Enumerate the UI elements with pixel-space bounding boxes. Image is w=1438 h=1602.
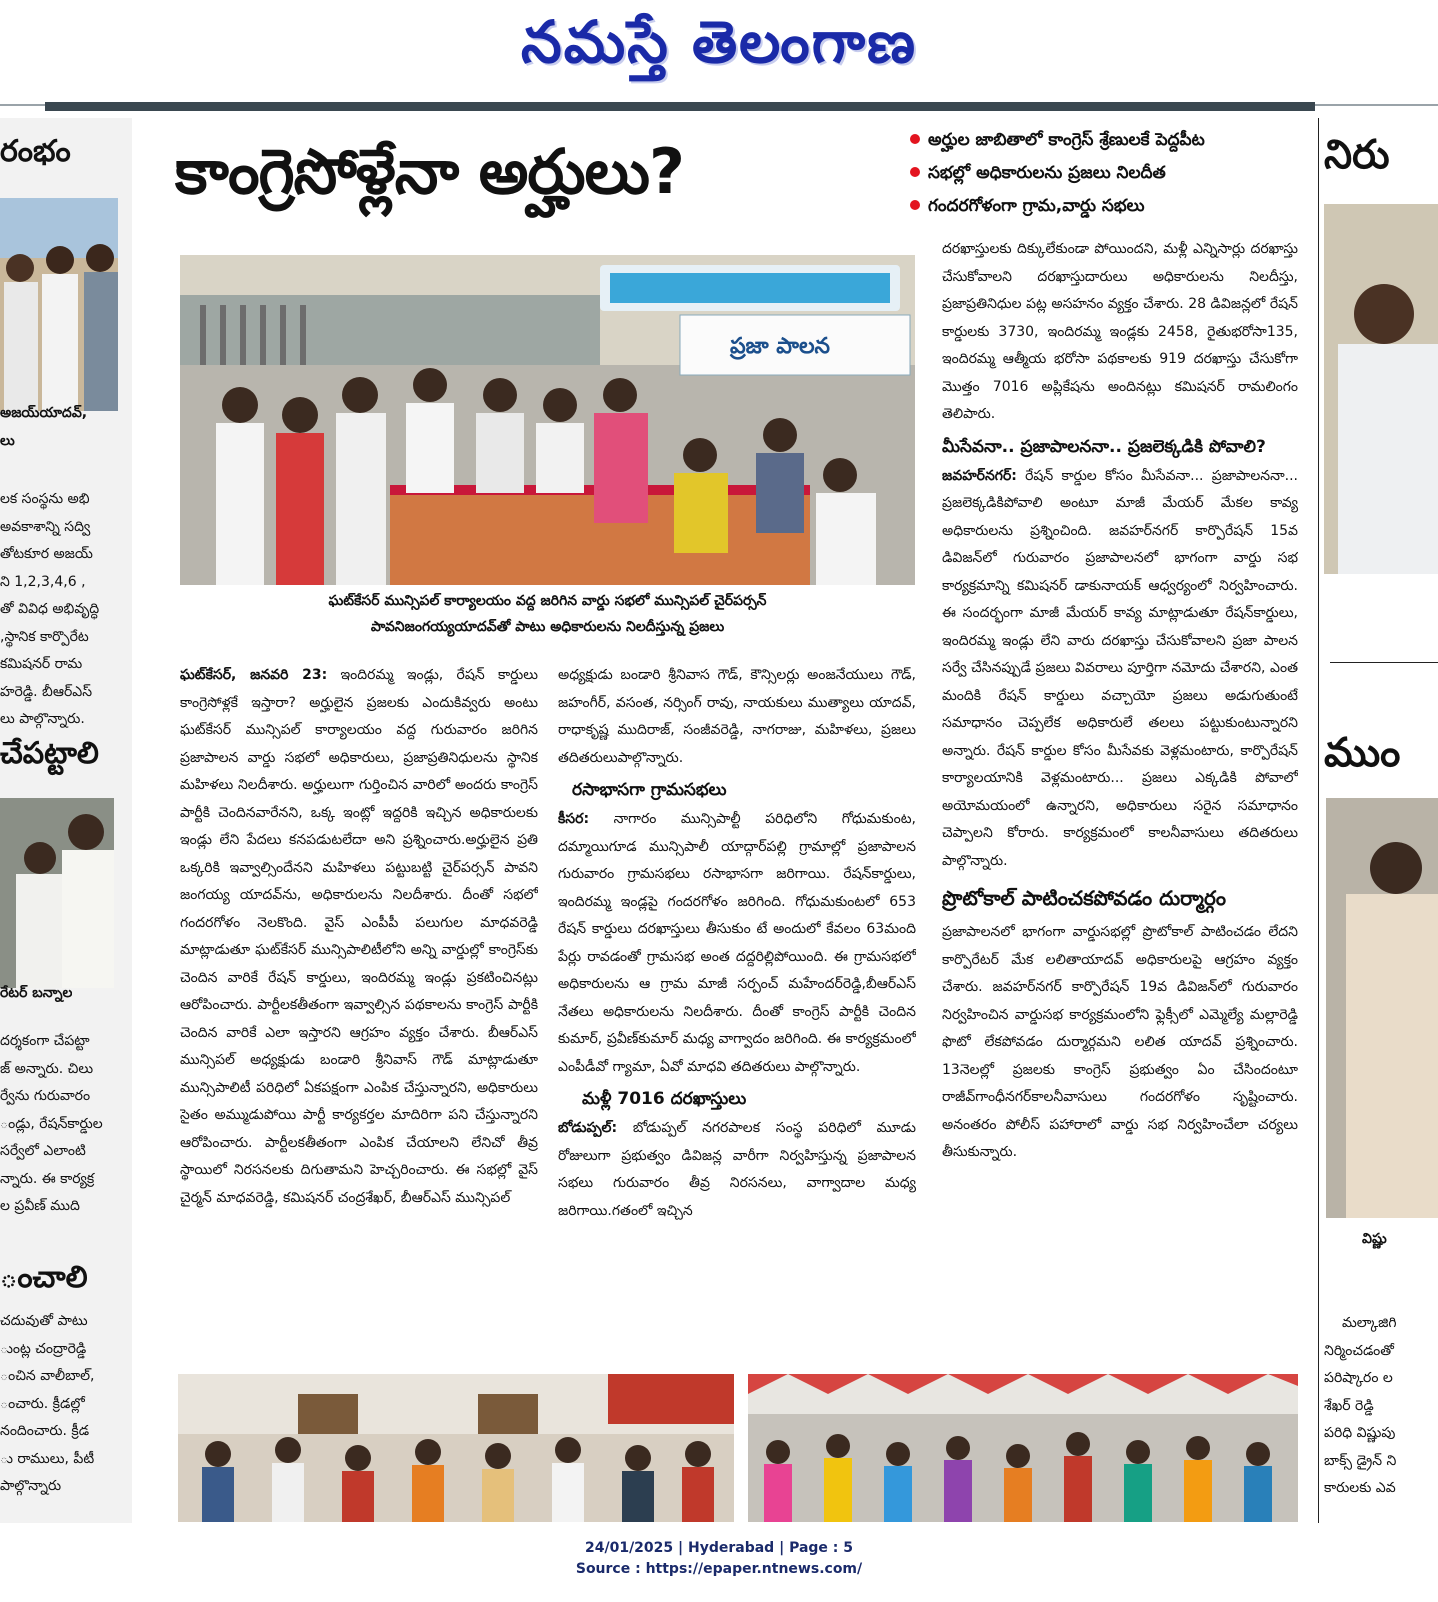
left-photo-1-caption-2: లు xyxy=(0,433,15,449)
subhead-jawaharnagar: మీసేవనా.. ప్రజాపాలననా.. ప్రజలెక్కడికి పోవాలి? xyxy=(942,436,1266,457)
left-line: సర్వేలో ఎలాంటి xyxy=(0,1143,86,1159)
story-intro-3: దరఖాస్తులకు దిక్కులేకుండా పోయిందని, మళ్లీ ఎన్నిసార్లు దరఖాస్తు చేసుకోవాలని దరఖాస్తుదారులు అధికారులను నిలదీస్తు, ప్రజాప్రతినిధుల పట్ల అసహనం వ్యక్తం చేశారు. 28 డివిజన్లలో రేషన్ కార్డులకు 3730, ఇందిరమ్మ ఇండ్లకు 2458, రైతుభరోసా135, ఇందిరమ్మ ఆత్మీయ భరోసా పథకాలకు 919 దరఖాస్తు చేసుకోగా మొత్తం 7016 అప్లికేషను అందినట్లు కమిషనర్ రామలింగం తెలిపారు. xyxy=(942,241,1298,422)
story-column-2 xyxy=(558,662,916,1340)
left-line: ల ప్రవీణ్ ముది xyxy=(0,1198,80,1214)
right-line: కారులకు ఎవ xyxy=(1324,1480,1396,1496)
left-line: ంచిన వాలీబాల్, xyxy=(0,1368,95,1384)
left-line: దర్శకంగా చేపట్టా xyxy=(0,1033,90,1049)
right-line: పరిష్కారం ల xyxy=(1324,1370,1393,1386)
story-column-3 xyxy=(942,236,1298,1340)
bullet-dot-icon xyxy=(910,200,920,210)
photo-banner-text: ప్రజా పాలన xyxy=(729,334,831,359)
dateline-boduppal: బోడుప్పల్: xyxy=(558,1120,618,1136)
right-story xyxy=(1324,1310,1438,1503)
right-strip xyxy=(1322,118,1438,1523)
dateline-jawaharnagar: జవహర్‌నగర్: xyxy=(942,467,1017,484)
left-line: న్నారు. ఈ కార్యక్ర xyxy=(0,1170,95,1187)
bullet-item: సభల్లో అధికారులను ప్రజలు నిలదీత xyxy=(910,157,1310,190)
caption-line-1: ఘట్‌కేసర్ మున్సిపల్ కార్యాలయం వద్ద జరిగిన వార్డు సభలో మున్సిపల్ చైర్‌పర్సన్ xyxy=(328,593,767,609)
dateline-keesara: కీసర: xyxy=(558,811,590,827)
left-photo-2-caption: రేటర్ బన్నాల xyxy=(0,985,73,1001)
right-photo-1 xyxy=(1324,204,1438,574)
headline-bullets xyxy=(910,124,1310,223)
bullet-dot-icon xyxy=(910,134,920,144)
right-photo-2-caption: విష్ణు xyxy=(1362,1231,1387,1247)
masthead xyxy=(0,0,1438,100)
right-line: బాక్స్ డ్రైన్ ని xyxy=(1324,1452,1397,1469)
right-line: మల్కాజిగి xyxy=(1342,1315,1397,1331)
story-intro-2: అధ్యక్షుడు బండారి శ్రీనివాస గౌడ్, కౌన్సిలర్లు అంజనేయులు గౌడ్, జహంగీర్, వసంత, నర్సింగ్ రావు, నాయకులు ముత్యాలు యాదవ్, రాధాకృష్ణ ముదిరాజ్, సంజీవరెడ్డి, నాగరాజు, మహిళలు, ప్రజలు తదితరులుపాల్గొన్నారు. xyxy=(558,667,916,766)
left-line: ర్వేను గురువారం xyxy=(0,1088,91,1104)
main-photo xyxy=(180,255,915,585)
page-footer xyxy=(0,1538,1438,1580)
masthead-rule-right xyxy=(1315,104,1438,106)
story-body-1: ఇందిరమ్మ ఇండ్లు, రేషన్ కార్డులు కాంగ్రెసోళ్లకే ఇస్తారా? అర్హులైన ప్రజలకు ఎందుకివ్వరు అంటు ఘట్‌కేసర్ మున్సిపల్ కార్యాలయం వద్ద గురువారం జరిగిన ప్రజాపాలన వార్డు సభలో అధికారులు, ప్రజాప్రతినిధులను స్థానిక మహిళలు నిలదీశారు. అర్హులుగా గుర్తించిన వారిలో అందరు కాంగ్రెస్ పార్టీకి చెందినవారేనని, ఒక్క ఇంట్లో ఇద్దరికి ఇచ్చిన అధికారులకు ఇండ్లు లేని పేదలు కనపడుటలేదా అని ప్రశ్నించారు.అర్హులైన ప్రతి ఒక్కరికి ఇవ్వాల్సిందేనని మహిళలు పట్టుబట్టి చైర్‌పర్సన్ పావని జంగయ్య యాదవ్‌ను, అధికారులను నిలదీశారు. దీంతో సభలో గందరగోళం నెలకొంది. వైస్ ఎంపీపీ పలుగుల మాధవరెడ్డి మాట్లాడుతూ ఘట్‌కేసర్ మున్సిపాలిటీలోని అన్ని వార్డుల్లో కాంగ్రెస్‌కు చెందిన వారికే రేషన్ కార్డులు, ఇందిరమ్మ ఇండ్లు ప్రకటించినట్లు ఆరోపించారు. పార్టీలకతీతంగా ఇవ్వాల్సిన పథకాలను కాంగ్రెస్ పార్టీకి చెందిన వారికే ఎలా ఇస్తారని ఆగ్రహం వ్యక్తం చేశారు. బీఆర్ఎస్ మున్సిపల్ అధ్యక్షుడు బండారి శ్రీనివాస్ గౌడ్ మాట్లాడుతూ మున్సిపాలిటీ పరిధిలో ఏకపక్షంగా ఎంపిక చేస్తున్నారని, అధికారులు సైతం అమ్ముడుపోయి పార్టీ కార్యకర్తల మాదిరిగా పని చేస్తున్నారని ఆరోపించారు. పార్టీలకతీతంగా ఎంపిక చేయాలని లేనిచో తీవ్ర స్థాయిలో నిరసనలకు దిగుతామని హెచ్చరించారు. ఈ సభల్లో వైస్ చైర్మన్ మాధవరెడ్డి, కమిషనర్ చంద్రశేఖర్, బీఆర్ఎస్ మున్సిపల్ xyxy=(180,667,538,1206)
right-divider xyxy=(1330,662,1438,663)
story-body-keesara: నాగారం మున్సిపాల్టీ పరిధిలోని గోధుమకుంట, దమ్మాయిగూడ మున్సిపాలీ యాద్గార్‌పల్లి గ్రామాల్లో ప్రజాపాలన గురువారం గ్రామసభలు రసాభాసగా జరిగాయి. రేషన్‌కార్డులు, ఇందిరమ్మ ఇండ్లపై గందరగోళం జరిగింది. గోధుమకుంటలో 653 రేషన్ కార్డులు దరఖాస్తులు తీసుకుం టే అందులో కేవలం 63మంది పేర్లు రావడంతో గ్రామసభ అంత దద్దరిల్లిపోయింది. ఈ గ్రామసభలో అధికారులను ఆ గ్రామ మాజీ సర్పంచ్ మహేందర్‌రెడ్డి,బీఆర్ఎస్ నేతలు అధికారులను నిలదీశారు. దీంతో కాంగ్రెస్ పార్టీకి చెందిన కుమార్, ప్రవీణ్‌కుమార్ మధ్య వాగ్వాదం జరిగింది. ఈ కార్యక్రమంలో ఎంపీడీవో గ్యామా, ఏవో మాధవి తదితరులు పాల్గొన్నారు. xyxy=(558,811,916,1075)
left-line: లక సంస్థను అభి xyxy=(0,491,90,507)
footer-source-link[interactable]: Source : https://epaper.ntnews.com/ xyxy=(575,1561,863,1577)
masthead-logo: నమస్తే తెలంగాణ xyxy=(521,8,917,76)
left-headline-1: రంభం xyxy=(0,134,71,169)
story-body-protocol: ప్రజాపాలనలో భాగంగా వార్డుసభల్లో ప్రొటోకాల్ పాటించడం లేదని కార్పొరేటర్ మేక లలితాయాదవ్ అధికారులపై ఆగ్రహం వ్యక్తం చేశారు. జవహర్‌నగర్ కార్పొరేషన్ 19వ డివిజన్‌లో గురువారం నిర్వహించిన వార్డుసభ కార్యక్రమంలోని ఫ్లెక్సీలో ఎమ్మెల్యే మల్లారెడ్డి ఫొటో లేకపోవడం దుర్మార్గమని లలిత యాదవ్ ప్రశ్నించారు. 13నెలల్లో ప్రజలకు కాంగ్రెస్ ప్రభుత్వం ఏం చేసిందంటూ రాజీవ్‌గాంధీనగర్‌కాలనీవాసులు గందరగోళం సృష్టించారు. అనంతరం పోలీస్ పహారాలో వార్డు సభ నిర్వహించేలా చర్యలు తీసుకున్నారు. xyxy=(942,924,1298,1160)
left-strip xyxy=(0,118,132,1523)
footer-date-page: 24/01/2025 | Hyderabad | Page : 5 xyxy=(584,1540,854,1556)
left-headline-2: చేపట్టాలి xyxy=(0,736,99,771)
left-line: ని 1,2,3,4,6 , xyxy=(0,573,86,590)
story-column-1 xyxy=(180,662,538,1340)
subhead-protocol: ప్రొటోకాల్ పాటించకపోవడం దుర్మార్గం xyxy=(942,886,1226,910)
story-body-jawaharnagar: రేషన్ కార్డుల కోసం మీసేవనా... ప్రజాపాలననా... ప్రజలెక్కడికిపోవాలి అంటూ మాజీ మేయర్ మేకల కావ్య అధికారులను ప్రశ్నించింది. జవహర్‌నగర్ కార్పొరేషన్ 15వ డివిజన్‌లో గురువారం ప్రజాపాలనలో భాగంగా వార్డు సభ కార్యక్రమాన్ని కమిషనర్ డాకునాయక్ ఆధ్వర్యంలో నిర్వహించారు. ఈ సందర్భంగా మాజీ మేయర్ కావ్య మాట్లాడుతూ రేషన్‌కార్డులు, ఇందిరమ్మ ఇండ్లు లేని వారు దరఖాస్తు చేసుకోవాలని ప్రజా పాలన సర్వే చేసినప్పుడే ప్రజలు వివరాలు పూర్తిగా నమోదు చేశారని, ఎంత మందికి రేషన్ కార్డులు వచ్చాయో ప్రజలు అడుగుతుంటే సమాధానం చెప్పలేక అధికారులే తలలు పట్టుకుంటున్నారని అన్నారు. రేషన్ కార్డుల కోసం మీసేవకు వెళ్లమంటారు, కార్పొరేషన్ కార్యాలయానికి వెళ్లమంటారు... ప్రజలు ఎక్కడికి పోవాలో అయోమయంలో ఉన్నారని, అధికారులు సరైన సమాధానం చెప్పాలని కోరారు. కార్యక్రమంలో కాలనీవాసులు తదితరులు పాల్గొన్నారు. xyxy=(942,467,1298,869)
left-story-1 xyxy=(0,486,132,734)
caption-line-2: పావనిజంగయ్యయాదవ్‌తో పాటు అధికారులను నిలదీస్తున్న ప్రజలు xyxy=(370,619,725,635)
dateline-ghatkesar: ఘట్‌కేసర్, జనవరి 23: xyxy=(180,667,328,683)
right-headline-1: నిరు xyxy=(1324,132,1390,178)
right-headline-2: ముం xyxy=(1324,730,1401,776)
left-line: అవకాశాన్ని సద్వి xyxy=(0,518,91,535)
left-line: లు పాల్గొన్నారు. xyxy=(0,711,85,727)
masthead-rule-left xyxy=(0,104,45,106)
main-headline: కాంగ్రెసోళ్లేనా అర్హులు? xyxy=(175,135,684,208)
right-line: పరిధి విష్ణుపు xyxy=(1324,1425,1396,1441)
right-line: నిర్మించడంతో xyxy=(1324,1342,1394,1359)
left-line: కమిషనర్ రామ xyxy=(0,656,83,672)
bullet-item: గందరగోళంగా గ్రామ,వార్డు సభలు xyxy=(910,190,1310,223)
subhead-boduppal: మళ్లీ 7016 దరఖాస్తులు xyxy=(582,1089,747,1109)
left-line: హరెడ్డి. బీఆర్ఎస్ xyxy=(0,683,93,700)
left-photo-2 xyxy=(0,798,114,988)
story-body-boduppal: బోడుప్పల్ నగరపాలక సంస్థ పరిధిలో మూడు రోజులుగా ప్రభుత్వం డివిజన్ల వారీగా నిర్వహిస్తున్న ప్రజాపాలన సభలు గురువారం తీవ్ర నిరసనలు, వాగ్వాదాల మధ్య జరిగాయి.గతంలో ఇచ్చిన xyxy=(558,1120,916,1219)
left-line: ండ్లు, రేషన్‌కార్డుల xyxy=(0,1115,103,1132)
right-line: శేఖర్ రెడ్డి xyxy=(1324,1397,1374,1414)
bottom-photo-right xyxy=(748,1374,1298,1522)
left-line: జ్ అన్నారు. చిలు xyxy=(0,1060,94,1077)
left-line: ంచారు. క్రీడల్లో xyxy=(0,1395,85,1412)
left-line: ుంట్ల చంద్రారెడ్డి xyxy=(0,1340,87,1357)
bullet-item: అర్హుల జాబితాలో కాంగ్రెస్ శ్రేణులకే పెద్దపీట xyxy=(910,124,1310,157)
bullet-dot-icon xyxy=(910,167,920,177)
left-headline-3: ంచాలి xyxy=(0,1260,88,1295)
left-line: చదువుతో పాటు xyxy=(0,1313,88,1329)
bottom-photo-left xyxy=(178,1374,734,1522)
left-line: తోటకూర అజయ్ xyxy=(0,546,93,562)
right-column-rule xyxy=(1318,118,1319,1523)
left-line: తో వివిధ అభివృద్ధి xyxy=(0,601,100,617)
left-photo-1-caption-1: అజయ్‌యాదవ్, xyxy=(0,405,88,421)
subhead-keesara: రసాభాసగా గ్రామసభలు xyxy=(572,780,727,800)
left-line: ు రాములు, పీటీ xyxy=(0,1450,95,1467)
left-photo-1 xyxy=(0,198,118,411)
left-line: నందించారు. క్రీడ xyxy=(0,1423,90,1439)
left-story-3 xyxy=(0,1308,132,1501)
left-story-2 xyxy=(0,1028,132,1221)
left-line: పాల్గొన్నారు xyxy=(0,1478,62,1494)
left-line: ,స్థానిక కార్పొరేట xyxy=(0,628,89,645)
masthead-rule xyxy=(45,102,1315,111)
main-photo-caption xyxy=(180,588,915,640)
right-photo-2 xyxy=(1326,798,1438,1218)
